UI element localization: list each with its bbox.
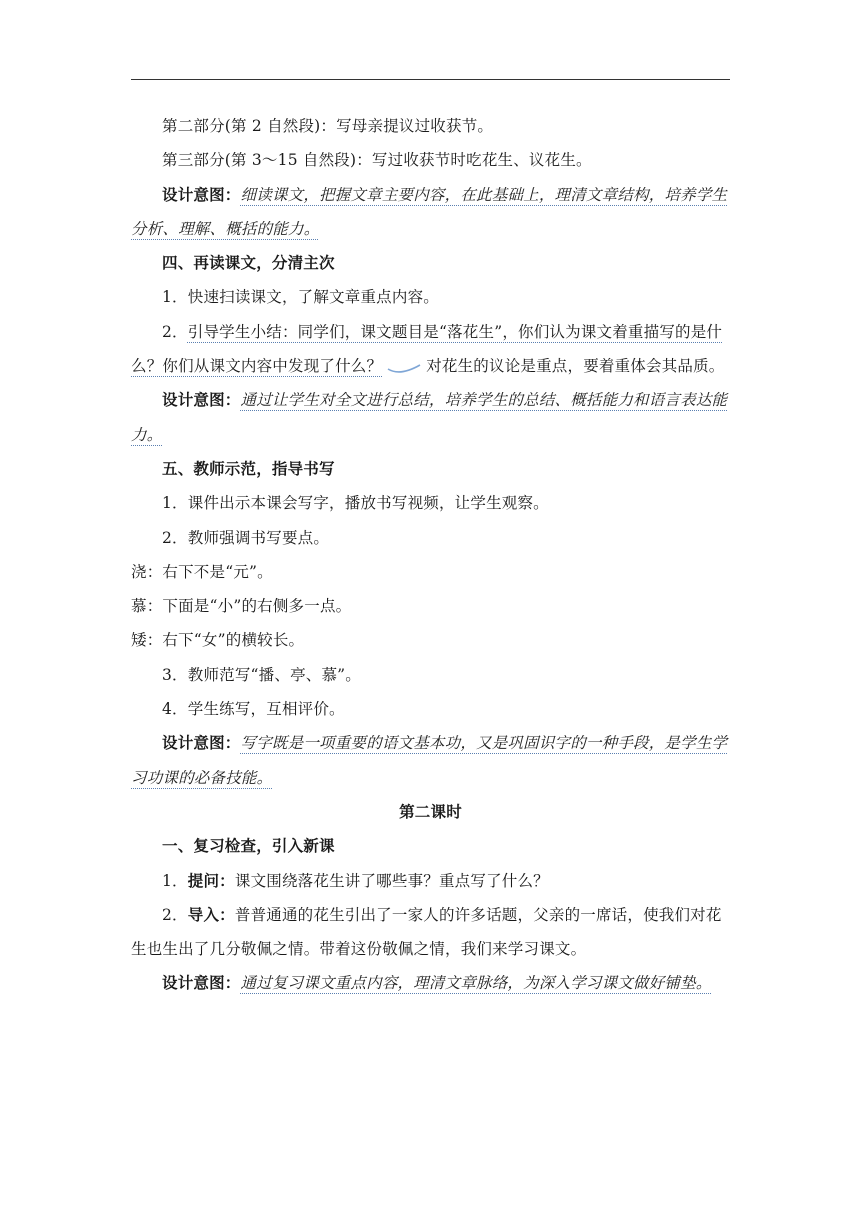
paragraph — [131, 864, 730, 898]
paragraph-rest: 课文围绕落花生讲了哪些事？重点写了什么？ — [234, 871, 549, 890]
paragraph-rest: 对花生的议论是重点，要着重体会其品质。 — [426, 357, 725, 376]
item-label: 导入： — [187, 905, 235, 924]
paragraph: 第三部分(第 3～15 自然段)：写过收获节时吃花生、议花生。 — [162, 151, 592, 170]
paragraph: 3．教师范写“播、亭、慕”。 — [162, 665, 362, 684]
intent-label: 设计意图： — [162, 974, 241, 993]
intent-label: 设计意图： — [162, 734, 241, 753]
item-number: 2． — [162, 322, 188, 341]
paragraph: 1．快速扫读课文，了解文章重点内容。 — [162, 288, 439, 307]
paragraph: 浇：右下不是“元”。 — [131, 562, 273, 581]
design-intent — [131, 383, 730, 452]
document-body — [131, 109, 730, 1001]
squiggle-mark-icon — [386, 360, 422, 374]
design-intent — [131, 178, 730, 247]
paragraph — [131, 315, 730, 384]
design-intent — [131, 726, 730, 795]
paragraph: 慕：下面是“小”的右侧多一点。 — [131, 597, 352, 616]
intent-label: 设计意图： — [162, 185, 241, 204]
header-rule — [131, 79, 730, 80]
lesson-title: 第二课时 — [399, 802, 462, 821]
paragraph — [131, 898, 730, 967]
section-heading: 四、再读课文，分清主次 — [162, 254, 335, 273]
section-heading: 一、复习检查，引入新课 — [162, 837, 335, 856]
design-intent — [131, 966, 730, 1000]
intent-text: 写字既是一项重要的语文基本功，又是巩固识字的一种手段，是学生学习功课的必备技能。 — [131, 734, 728, 787]
item-number: 2． — [162, 905, 188, 924]
paragraph: 矮：右下“女”的横较长。 — [131, 631, 305, 650]
paragraph: 4．学生练写，互相评价。 — [162, 700, 345, 719]
item-label: 提问： — [187, 871, 235, 890]
intent-text: 通过让学生对全文进行总结，培养学生的总结、概括能力和语言表达能力。 — [131, 391, 728, 444]
intent-text: 细读课文，把握文章主要内容，在此基础上，理清文章结构，培养学生分析、理解、概括的能力。 — [131, 185, 728, 238]
paragraph: 2．教师强调书写要点。 — [162, 528, 330, 547]
paragraph: 第二部分(第 2 自然段)：写母亲提议过收获节。 — [162, 117, 494, 135]
paragraph: 1．课件出示本课会写字，播放书写视频，让学生观察。 — [162, 494, 549, 513]
item-number: 1． — [162, 871, 188, 890]
intent-text: 通过复习课文重点内容，理清文章脉络，为深入学习课文做好铺垫。 — [240, 974, 712, 993]
highlighted-question: 引导学生小结：同学们，课文题目是“落花生”，你们认为课文着重描写的是什么？你们从课文内容中发现了什么？ — [131, 322, 723, 376]
intent-label: 设计意图： — [162, 391, 241, 410]
paragraph-rest: 普普通通的花生引出了一家人的许多话题，父亲的一席话，使我们对花生也生出了几分敬佩之情。带着这份敬佩之情，我们来学习课文。 — [131, 905, 722, 959]
section-heading: 五、教师示范，指导书写 — [162, 459, 335, 478]
